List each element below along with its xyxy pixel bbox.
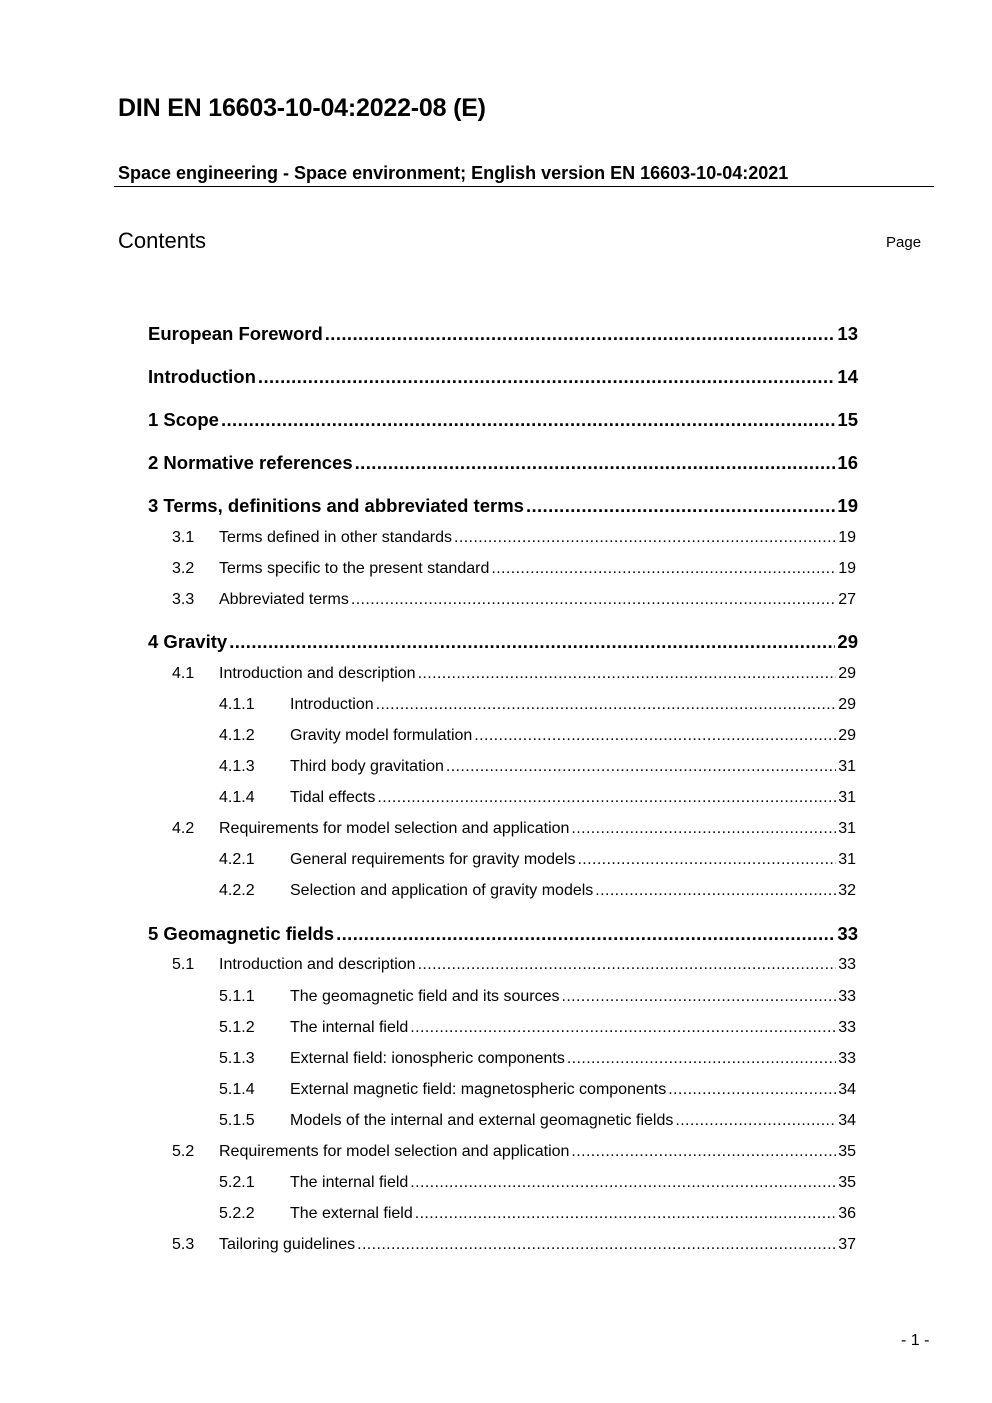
- toc-entry-number: 4.1: [172, 665, 195, 682]
- toc-entry-number: 4.1.1: [219, 696, 255, 713]
- toc-entry-page: 14: [837, 366, 858, 387]
- toc-entry-title: Selection and application of gravity models: [290, 882, 594, 899]
- toc-dot-leader: [474, 727, 836, 745]
- toc-entry-number: 5.1.5: [219, 1112, 255, 1129]
- toc-entry-number: 5.1.3: [219, 1050, 255, 1067]
- page-column-label: Page: [886, 234, 922, 251]
- toc-entry[interactable]: [172, 820, 856, 838]
- toc-entry-number: 5.2.1: [219, 1174, 255, 1191]
- toc-dot-leader: [415, 1205, 836, 1223]
- toc-entry-title: Tidal effects: [290, 789, 376, 806]
- toc-entry-number: 5.1.1: [219, 988, 255, 1005]
- toc-entry-page: 19: [837, 495, 858, 516]
- toc-entry-title: Requirements for model selection and application: [219, 820, 570, 837]
- toc-entry-title: Terms specific to the present standard: [219, 560, 490, 577]
- toc-entry[interactable]: [219, 727, 856, 745]
- toc-entry-page: 16: [837, 452, 858, 473]
- toc-entry[interactable]: [172, 591, 856, 609]
- toc-dot-leader: [377, 789, 836, 807]
- toc-dot-leader: [355, 452, 836, 474]
- toc-entry[interactable]: [148, 366, 858, 388]
- toc-entry[interactable]: [148, 495, 858, 517]
- toc-dot-leader: [454, 529, 836, 547]
- contents-heading: Contents: [118, 228, 207, 253]
- toc-entry[interactable]: [219, 882, 856, 900]
- toc-dot-leader: [410, 1019, 836, 1037]
- toc-entry[interactable]: [219, 758, 856, 776]
- toc-entry-title: Introduction: [148, 366, 256, 387]
- toc-entry[interactable]: [219, 1205, 856, 1223]
- toc-dot-leader: [376, 696, 837, 714]
- toc-entry-title: External field: ionospheric components: [290, 1050, 565, 1067]
- toc-entry-number: 4.1.4: [219, 789, 255, 806]
- toc-entry-title: The geomagnetic field and its sources: [290, 988, 560, 1005]
- toc-entry-page: 31: [838, 758, 856, 775]
- toc-entry-title: 2 Normative references: [148, 452, 353, 473]
- document-title: DIN EN 16603-10-04:2022-08 (E): [118, 94, 486, 122]
- toc-entry-number: 4.2.1: [219, 851, 255, 868]
- toc-entry-page: 29: [837, 631, 858, 652]
- toc-entry-page: 33: [838, 1019, 856, 1036]
- toc-entry[interactable]: [172, 560, 856, 578]
- toc-entry-page: 33: [838, 1050, 856, 1067]
- toc-dot-leader: [325, 323, 836, 345]
- toc-entry-number: 3.3: [172, 591, 195, 608]
- toc-entry-page: 34: [838, 1112, 856, 1129]
- toc-entry[interactable]: [148, 452, 858, 474]
- toc-entry[interactable]: [219, 1174, 856, 1192]
- toc-entry-title: The internal field: [290, 1174, 409, 1191]
- toc-entry[interactable]: [219, 1050, 856, 1068]
- toc-entry-title: General requirements for gravity models: [290, 851, 576, 868]
- toc-entry-title: Introduction and description: [219, 665, 416, 682]
- toc-entry-page: 29: [838, 727, 856, 744]
- toc-entry-title: 3 Terms, definitions and abbreviated terms: [148, 495, 524, 516]
- toc-dot-leader: [446, 758, 836, 776]
- toc-entry[interactable]: [148, 923, 858, 945]
- toc-entry-number: 3.1: [172, 529, 195, 546]
- toc-entry-page: 13: [837, 323, 858, 344]
- toc-entry-page: 33: [838, 988, 856, 1005]
- toc-dot-leader: [336, 923, 835, 945]
- toc-entry-number: 4.2.2: [219, 882, 255, 899]
- toc-dot-leader: [577, 851, 836, 869]
- toc-entry-number: 3.2: [172, 560, 195, 577]
- toc-dot-leader: [561, 988, 836, 1006]
- toc-dot-leader: [567, 1050, 836, 1068]
- toc-dot-leader: [675, 1112, 836, 1130]
- toc-dot-leader: [410, 1174, 836, 1192]
- toc-entry-number: 5.1.2: [219, 1019, 255, 1036]
- toc-entry-title: Tailoring guidelines: [219, 1236, 356, 1253]
- toc-entry[interactable]: [219, 1112, 856, 1130]
- toc-entry[interactable]: [219, 851, 856, 869]
- toc-entry-page: 27: [838, 591, 856, 608]
- toc-dot-leader: [571, 820, 836, 838]
- toc-entry[interactable]: [219, 1019, 856, 1037]
- toc-dot-leader: [571, 1143, 836, 1161]
- toc-entry-page: 19: [838, 529, 856, 546]
- toc-entry[interactable]: [219, 789, 856, 807]
- toc-dot-leader: [221, 409, 835, 431]
- toc-dot-leader: [668, 1081, 836, 1099]
- toc-entry-title: Introduction and description: [219, 956, 416, 973]
- toc-entry-page: 35: [838, 1174, 856, 1191]
- toc-entry-title: Introduction: [290, 696, 374, 713]
- toc-entry[interactable]: [172, 665, 856, 683]
- toc-entry-title: Gravity model formulation: [290, 727, 473, 744]
- toc-entry-page: 15: [837, 409, 858, 430]
- toc-entry-page: 31: [838, 851, 856, 868]
- toc-entry-page: 34: [838, 1081, 856, 1098]
- toc-entry-title: Terms defined in other standards: [219, 529, 453, 546]
- toc-entry[interactable]: [172, 529, 856, 547]
- toc-entry-title: Requirements for model selection and application: [219, 1143, 570, 1160]
- toc-entry[interactable]: [148, 323, 858, 345]
- toc-dot-leader: [229, 631, 835, 653]
- toc-entry-number: 5.1.4: [219, 1081, 255, 1098]
- toc-entry-number: 5.1: [172, 956, 195, 973]
- toc-entry-page: 19: [838, 560, 856, 577]
- toc-dot-leader: [595, 882, 836, 900]
- toc-entry[interactable]: [219, 988, 856, 1006]
- toc-entry-number: 5.2: [172, 1143, 195, 1160]
- toc-entry-title: Models of the internal and external geomagnetic fields: [290, 1112, 674, 1129]
- toc-entry-page: 33: [837, 923, 858, 944]
- toc-entry-title: Third body gravitation: [290, 758, 444, 775]
- toc-entry-number: 4.1.2: [219, 727, 255, 744]
- toc-entry-title: 1 Scope: [148, 409, 219, 430]
- toc-entry-page: 29: [838, 696, 856, 713]
- toc-entry[interactable]: [172, 1143, 856, 1161]
- toc-dot-leader: [357, 1236, 836, 1254]
- toc-entry-title: External magnetic field: magnetospheric components: [290, 1081, 667, 1098]
- toc-entry[interactable]: [148, 631, 858, 653]
- toc-dot-leader: [258, 366, 836, 388]
- toc-entry-number: 4.1.3: [219, 758, 255, 775]
- document-subtitle: Space engineering - Space environment; English version EN 16603-10-04:2021: [118, 163, 789, 183]
- toc-entry-page: 37: [838, 1236, 856, 1253]
- toc-entry-number: 5.3: [172, 1236, 195, 1253]
- toc-dot-leader: [418, 665, 837, 683]
- toc-dot-leader: [418, 956, 837, 974]
- toc-entry-title: The external field: [290, 1205, 413, 1222]
- toc-entry-page: 36: [838, 1205, 856, 1222]
- toc-entry-title: Abbreviated terms: [219, 591, 349, 608]
- toc-entry[interactable]: [219, 1081, 856, 1099]
- toc-entry[interactable]: [172, 1236, 856, 1254]
- toc-entry[interactable]: [219, 696, 856, 714]
- toc-entry-page: 33: [838, 956, 856, 973]
- toc-dot-leader: [351, 591, 836, 609]
- toc-entry-number: 4.2: [172, 820, 195, 837]
- toc-entry-page: 35: [838, 1143, 856, 1160]
- toc-entry-title: European Foreword: [148, 323, 323, 344]
- toc-entry[interactable]: [172, 956, 856, 974]
- toc-entry-title: 5 Geomagnetic fields: [148, 923, 335, 944]
- toc-entry-page: 32: [838, 882, 856, 899]
- toc-entry-number: 5.2.2: [219, 1205, 255, 1222]
- toc-entry-page: 31: [838, 789, 856, 806]
- toc-entry-title: 4 Gravity: [148, 631, 228, 652]
- toc-entry-page: 31: [838, 820, 856, 837]
- toc-entry-title: The internal field: [290, 1019, 409, 1036]
- toc-entry[interactable]: [148, 409, 858, 431]
- page-number: - 1 -: [901, 1332, 930, 1349]
- toc-entry-page: 29: [838, 665, 856, 682]
- toc-dot-leader: [491, 560, 836, 578]
- toc-dot-leader: [526, 495, 835, 517]
